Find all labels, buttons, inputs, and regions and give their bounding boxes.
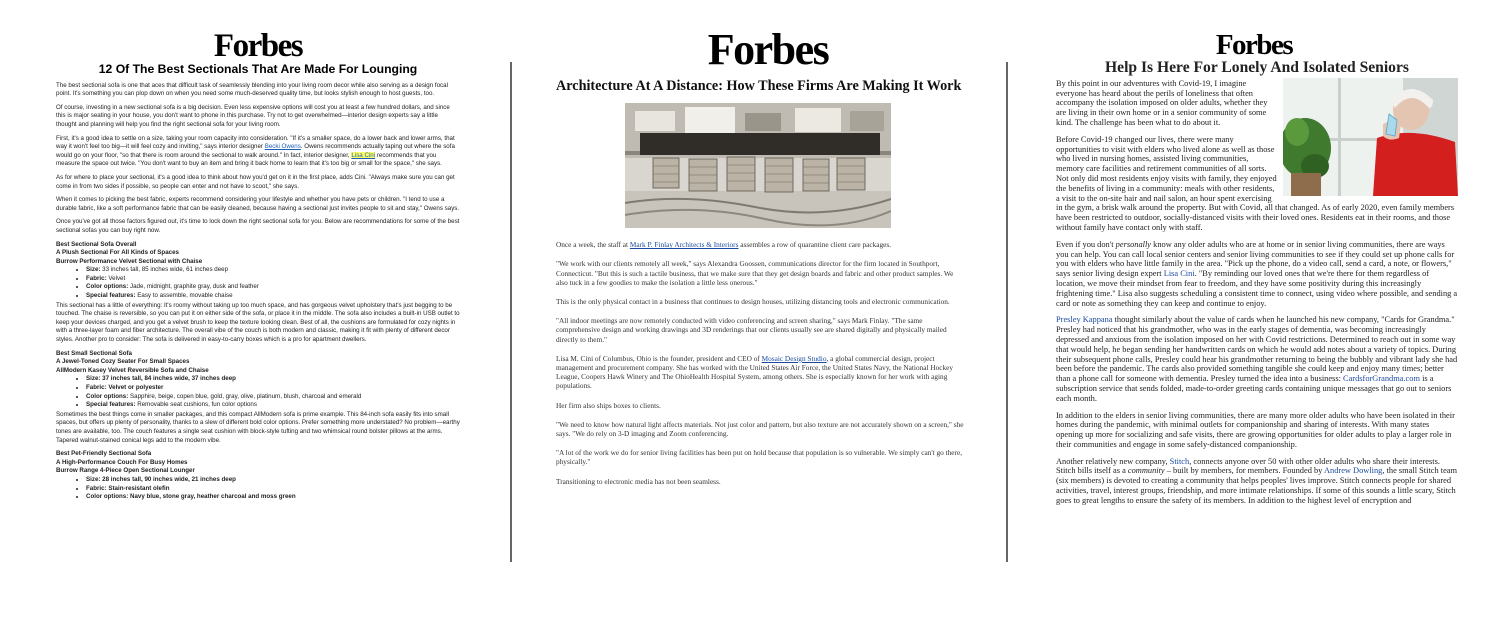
spec-item: • Size: 28 inches tall, 90 inches wide, 21 inches deep: [86, 476, 460, 485]
product-name: Burrow Performance Velvet Sectional with Chaise: [56, 257, 203, 265]
paragraph: Of course, investing in a new sectional sofa is a big decision. Even less expensive options will cost you at least a few hundred dollars, and since this is major seating in your house, you don't want to phone in this purchase. Try not to get overwhelmed—interior design experts say a little thought and planning will help you find the right sectional sofa for your living room.: [56, 103, 450, 128]
spec-item: • Color options: Navy blue, stone gray, heather charcoal and moss green: [86, 493, 460, 502]
product-name: AllModern Kasey Velvet Reversible Sofa and Chaise: [56, 366, 209, 374]
paragraph: Even if you don't personally know any older adults who are at home or in senior living communities, there are ways you can help. You can call local senior centers and senior living communities to see if they could set up phone calls for you with elders who have little family in the area. "Pick up the phone, do a video call, send a card, a note, or flowers," says senior living design expert Lisa Cini. "By reminding our loved ones that we're there for them regardless of location, we move their mindset from fear to freedom, and they have some positivity during this increasingly frightening time." Lisa also suggests scheduling a consistent time to connect, using video where possible, and sending a card or note as something they can keep and continue to enjoy.: [1056, 239, 1458, 308]
section-heading: Best Small Sectional Sofa: [56, 349, 132, 357]
paragraph: [56, 135, 460, 169]
forbes-logo: Forbes: [213, 28, 303, 64]
paragraph: Lisa M. Cini of Columbus, Ohio is the founder, president and CEO of Mosaic Design Studio, a global commercial design, project management and procurement company. She has worked with the United States Air Force, the United States Navy, the National Hockey League, Coopers Hawk Winery and The OhioHealth Hospital System, among others. She is especially known for her work with aging populations.: [556, 353, 954, 391]
paragraph: "We work with our clients remotely all week," says Alexandra Goossen, communications director for the firm located in Southport, Connecticut. "But this is such a tactile business, that we make sure that they get design boards and fabric and other product samples. We also tuck in a few goodies to make the isolation a little less onerous.": [556, 259, 954, 287]
article-column-1: [56, 0, 460, 618]
spec-item: • Fabric: Velvet: [86, 275, 460, 284]
section-subheading: A High-Performance Couch For Busy Homes: [56, 458, 188, 466]
paragraph: As for where to place your sectional, it's a good idea to think about how you'd get on it in the first place, adds Cini. "Always make sure you can get come in from two sides if possible, so people can enter and not have to scoot," she says.: [56, 173, 455, 190]
forbes-logo: Forbes: [707, 25, 829, 74]
text: recommends that you measure the space out twice. "You don't want to buy an item and bring it back home to learn that it's too big or small for the space," she says.: [56, 151, 442, 168]
spec-list: [56, 266, 460, 300]
section-heading: Best Sectional Sofa Overall: [56, 240, 137, 248]
paragraph: Her firm also ships boxes to clients.: [556, 400, 661, 410]
spec-item: • Special features: Easy to assemble, movable chaise: [86, 292, 460, 301]
text: First, it's a good idea to settle on a size, taking your room capacity into consideration. "If it's a smaller space, do a lower back and lower arms, that way it won't feel too big—it will feel cozy and inviting," says interior designer: [56, 134, 455, 151]
link-mosaic-design-studio[interactable]: Mosaic Design Studio: [761, 353, 827, 363]
spec-list: [56, 476, 460, 502]
link-cardsforgrandma[interactable]: CardsforGrandma.com: [1343, 374, 1420, 384]
text: . Owens recommends actually taping out where the sofa would go on your floor, "so that there is room around the sectional to walk around." In fact, interior designer,: [56, 143, 455, 159]
article-title: Help Is Here For Lonely And Isolated Seniors: [1105, 59, 1409, 76]
paragraph: Before Covid-19 changed our lives, there were many opportunities to visit with elders who lived alone as well as those who lived in nursing homes, assisted living communities, memory care facilities and retirement communities of all sorts. Not only did most residents enjoy visits with family, they enjoyed the benefits of living in a community: meals with other residents, a visit to the on-site hair and nail salon, an hour spent exercising in the gym, a brisk walk around the property. But with Covid, all that changed. As of early 2020, even family members have been restricted to outdoor, socially-distanced visits with their loved ones. Residents eat in their rooms, and those without family have contact only with staff.: [1056, 134, 1455, 232]
link-finlay-architects[interactable]: Mark P. Finlay Architects & Interiors: [629, 240, 739, 250]
paragraph: "A lot of the work we do for senior living facilities has been put on hold because that population is so vulnerable. We simply can't go there, physically.": [556, 448, 963, 467]
paragraph: This is the only physical contact in a business that continues to design houses, utilizing distancing tools and electronic communication.: [556, 297, 950, 307]
paragraph: Once a week, the staff at Mark P. Finlay Architects & Interiors assembles a row of quarantine client care packages.: [556, 240, 892, 250]
section-subheading: A Plush Sectional For All Kinds of Spaces: [56, 249, 179, 257]
link-lisa-cini-highlighted[interactable]: Lisa Cini: [351, 151, 376, 159]
link-andrew-dowling[interactable]: Andrew Dowling: [1323, 466, 1383, 476]
spec-item: • Special features: Removable seat cushions, fun color options: [86, 401, 460, 410]
paragraph: Transitioning to electronic media has not been seamless.: [556, 476, 721, 486]
paragraph: "We need to know how natural light affects materials. Not just color and pattern, but also texture are not accurately shown on a screen," she says. "We do rely on 3-D imaging and Zoom conferencing.: [556, 419, 964, 439]
link-becki-owens[interactable]: Becki Owens: [264, 143, 301, 151]
article-title: Architecture At A Distance: How These Firms Are Making It Work: [556, 78, 962, 94]
paragraph: Sometimes the best things come in smaller packages, and this compact AllModern sofa is prime example. This 84-inch sofa easily fits into small spaces, but offers up plenty of personality, thanks to a slew of different bold color options. Prefer something more understated? No problem—earthy tones are available, too. The couch features a single seat cushion with block-style tufting and two whimsical round bolster pillows at the arms. Tapered walnut-stained conical legs add to the modern vibe.: [56, 410, 460, 444]
forbes-logo: Forbes: [1215, 29, 1293, 61]
link-presley-kappana[interactable]: Presley Kappana: [1056, 315, 1113, 325]
paragraph: In addition to the elders in senior living communities, there are many more older adults who have been isolated in their homes during the pandemic, with minimal outlets for companionship and sharing of interests. With many states opening up more for socializing and safe visits, there are growing opportunities for older adults to play a larger role in their communities and engage in some safely-distanced companionship.: [1056, 410, 1455, 449]
link-lisa-cini[interactable]: Lisa Cini: [1163, 269, 1195, 279]
column-divider: [1006, 62, 1008, 562]
column-divider: [510, 62, 512, 562]
spec-item: • Fabric: Stain-resistant olefin: [86, 485, 460, 494]
paragraph: By this point in our adventures with Covid-19, I imagine everyone has heard about the perils of loneliness that often accompany the isolation imposed on older adults, whether they are living in their own home or in a senior community of some kind. The challenge has been what to do about it.: [1056, 78, 1268, 127]
paragraph: Presley Kappana thought similarly about the value of cards when he launched his new company, "Cards for Grandma." Presley had noticed that his grandmother, who was in the early stages of dementia, was becoming increasingly depressed and anxious from the isolation imposed on her with Covid restrictions. Determined to reach out in some way that would help, he began sending her handwritten cards on which he would add notes about a variety of topics. During their subsequent phone calls, Presley could hear his grandmother returning to being the bubbly and vibrant lady she had been before the pandemic. The cards also provided something tangible she could keep and enjoy many times; better than a phone call for someone with dementia. Presley turned the idea into a business: CardsforGrandma.com is a subscription service that sends folded, made-to-order greeting cards containing unique messages that go out to seniors each month.: [1056, 315, 1458, 403]
senior-woman-photo: [1283, 78, 1458, 196]
paragraph: This sectional has a little of everything: It's roomy without taking up too much space, and has gorgeous velvet upholstery that's just begging to be touched. The chaise is reversible, so you can put it on either side of the sofa, or place it in the middle. The sofa also includes a built-in USB outlet to keep your devices charged, and you get a velvet brush to keep the texture looking clean. Best of all, the cushions are formulated for cozy nights in with a three-layer foam and fiber architecture. The overall vibe of the couch is both modern and classic, making it fit with plenty of different decor styles. Another pro to consider: The sofa is delivered in easy-to-carry boxes which is a pro for apartment dwellers.: [56, 301, 460, 344]
paragraph: When it comes to picking the best fabric, experts recommend considering your lifestyle and whether you have pets or children. "I tend to use a durable fabric, like a soft performance fabric that can be easily cleaned, because having a sectional just invites people to sit and stay," Owens says.: [56, 196, 460, 212]
paragraph: The best sectional sofa is one that aces that difficult task of seamlessly blending into your living room decor while also serving as a design focal point. It's something you can plop down on when you need some much-deserved quality time, but looks stylish enough to host guests, too.: [56, 81, 448, 98]
spec-item: • Fabric: Velvet or polyester: [86, 384, 460, 393]
product-name: Burrow Range 4-Piece Open Sectional Lounger: [56, 467, 195, 475]
paragraph: Another relatively new company, Stitch, connects anyone over 50 with other older adults who share their interests. Stitch bills itself as a community – built by members, for members. Founded by Andrew Dowling, the small Stitch team (six members) is devoted to creating a community that helps peoples' lives improve. Stitch connects people for shared activities, travel, interest groups, friendship, and more intimate relationships. If some of this sounds a little scary, Stitch goes to great lengths to ensure the safety of its members. In addition to the highest level of encryption and: [1056, 456, 1458, 505]
paragraph: "All indoor meetings are now remotely conducted with video conferencing and screen sharing," says Mark Finlay. "The same comprehensive design and working drawings and 3D renderings that our clients usually see are shared digitally and physically mailed directly to them.": [556, 316, 947, 344]
article-column-2: [556, 0, 966, 618]
spec-list: [56, 375, 460, 409]
article-title: 12 Of The Best Sectionals That Are Made For Lounging: [98, 62, 418, 76]
section-heading: Best Pet-Friendly Sectional Sofa: [56, 450, 152, 458]
spec-item: • Size: 33 inches tall, 85 inches wide, 61 inches deep: [86, 266, 460, 275]
paragraph: Once you've got all those factors figured out, it's time to lock down the right sectional sofa for you. Below are recommendations for some of the best sectional sofas you can buy right now.: [56, 218, 460, 234]
article-column-3: [1056, 0, 1458, 618]
section-subheading: A Jewel-Toned Cozy Seater For Small Spaces: [56, 358, 190, 366]
care-packages-photo: [625, 103, 891, 228]
spec-item: • Size: 37 inches tall, 84 inches wide, 37 inches deep: [86, 375, 460, 384]
link-stitch[interactable]: Stitch: [1169, 456, 1190, 466]
spec-item: • Color options: Jade, midnight, graphite gray, dusk and feather: [86, 283, 460, 292]
spec-item: • Color options: Sapphire, beige, copen blue, gold, gray, olive, platinum, blush, charcoal and emerald: [86, 393, 460, 402]
